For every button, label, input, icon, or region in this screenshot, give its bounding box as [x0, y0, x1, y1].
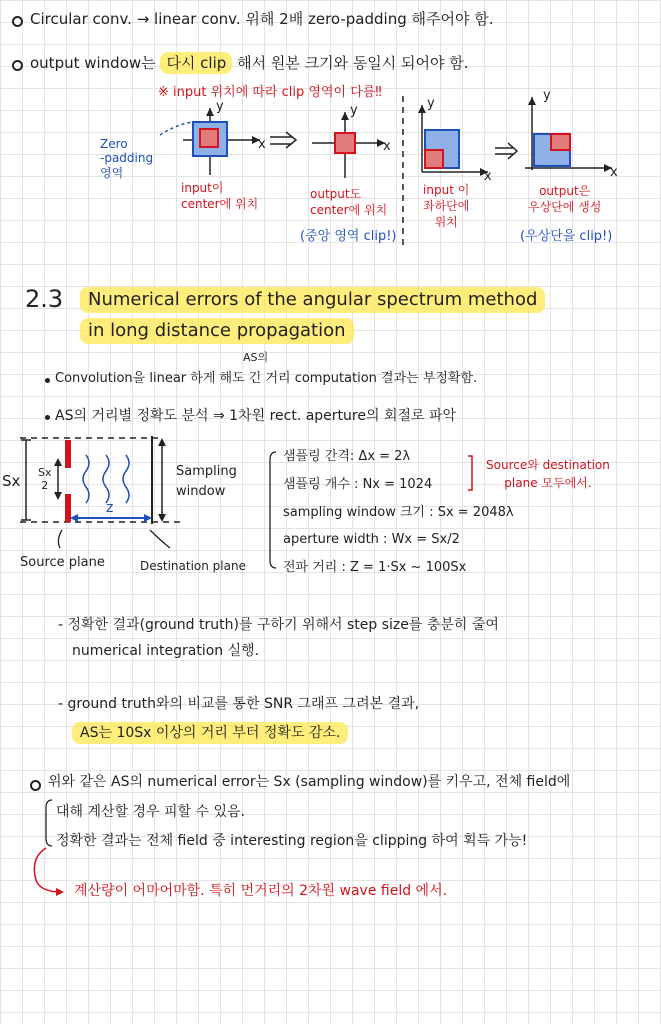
axis-label-y: y [543, 88, 551, 103]
section-title-line2: in long distance propagation [80, 318, 354, 344]
bullet-convolution: Convolution을 linear 하게 해도 긴 거리 computation 결과는 부정확함. [55, 371, 478, 386]
axis-label-x: x [484, 169, 492, 184]
param-aperture-width: aperture width : Wx = Sx/2 [283, 532, 460, 547]
caption-input-bottom-left: input 이 좌하단에 위치 [423, 183, 470, 230]
params-plane-note: Source와 destination plane 모두에서. [486, 458, 610, 490]
as-sup-note: AS의 [243, 351, 269, 364]
sampling-window-label: Sampling window [176, 464, 237, 499]
clip-note: ※ input 위치에 따라 clip 영역이 다름‼ [158, 85, 382, 100]
output-window-text-2: 해서 원본 크기와 동일시 되어야 함. [237, 54, 469, 72]
output-window-text: output window는 [30, 54, 156, 72]
axis-label-x: x [610, 165, 618, 180]
caption-top-right-clip: (우상단을 clip!) [520, 229, 613, 244]
z-label: z [106, 500, 114, 516]
axis-label-y: y [427, 96, 435, 111]
param-sampling-interval: 샘플링 간격: Δx = 2λ [283, 449, 411, 464]
caption-center-clip: (중앙 영역 clip!) [300, 229, 397, 244]
dash-ground-truth-2: numerical integration 실행. [72, 643, 260, 659]
caption-output-center: output도 center에 위치 [310, 187, 388, 218]
dash-snr-1: - ground truth와의 비교를 통한 SNR 그래프 그려본 결과, [58, 696, 420, 712]
highlight-clip: 다시 clip [160, 52, 232, 74]
dash-snr-2: AS는 10Sx 이상의 거리 부터 정확도 감소. [72, 722, 348, 744]
axis-label-x: x [383, 139, 391, 154]
destination-plane-label: Destination plane [140, 559, 246, 573]
caption-output-top-right: output은 우상단에 생성 [528, 184, 602, 215]
caption-input-center: input이 center에 위치 [181, 181, 259, 212]
dash-ground-truth-1: - 정확한 결과(ground truth)를 구하기 위해서 step size를 충분히 줄여 [58, 617, 499, 633]
final-line-2: 대해 계산할 경우 피할 수 있음. [56, 804, 245, 820]
param-sampling-count: 샘플링 개수 : Nx = 1024 [283, 477, 433, 492]
axis-label-y: y [350, 103, 358, 118]
bullet-as-accuracy: AS의 거리별 정확도 분석 ⇒ 1차원 rect. aperture의 회절로 파악 [55, 408, 457, 424]
source-plane-label: Source plane [20, 555, 105, 570]
sx-label: Sx [2, 472, 21, 490]
param-window-size: sampling window 크기 : Sx = 2048λ [283, 505, 514, 520]
param-propagation-distance: 전파 거리 : Z = 1·Sx ~ 100Sx [283, 560, 467, 575]
final-line-3: 정확한 결과는 전체 field 중 interesting region을 clipping 하여 획득 가능! [56, 833, 528, 849]
zero-padding-label: Zero -padding 영역 [100, 137, 154, 180]
final-line-1: 위와 같은 AS의 numerical error는 Sx (sampling window)를 키우고, 전체 field에 [48, 774, 571, 790]
section-title-line1: Numerical errors of the angular spectrum method [80, 287, 545, 313]
note-line-circular-conv: Circular conv. → linear conv. 위해 2배 zero-padding 해주어야 함. [30, 10, 494, 28]
axis-label-x: x [258, 137, 266, 152]
final-line-4: 계산량이 어마어마함. 특히 먼거리의 2차원 wave field 에서. [74, 883, 448, 899]
axis-label-y: y [216, 99, 224, 114]
sx-half-label: Sx 2 [38, 466, 52, 493]
section-number: 2.3 [25, 285, 64, 313]
